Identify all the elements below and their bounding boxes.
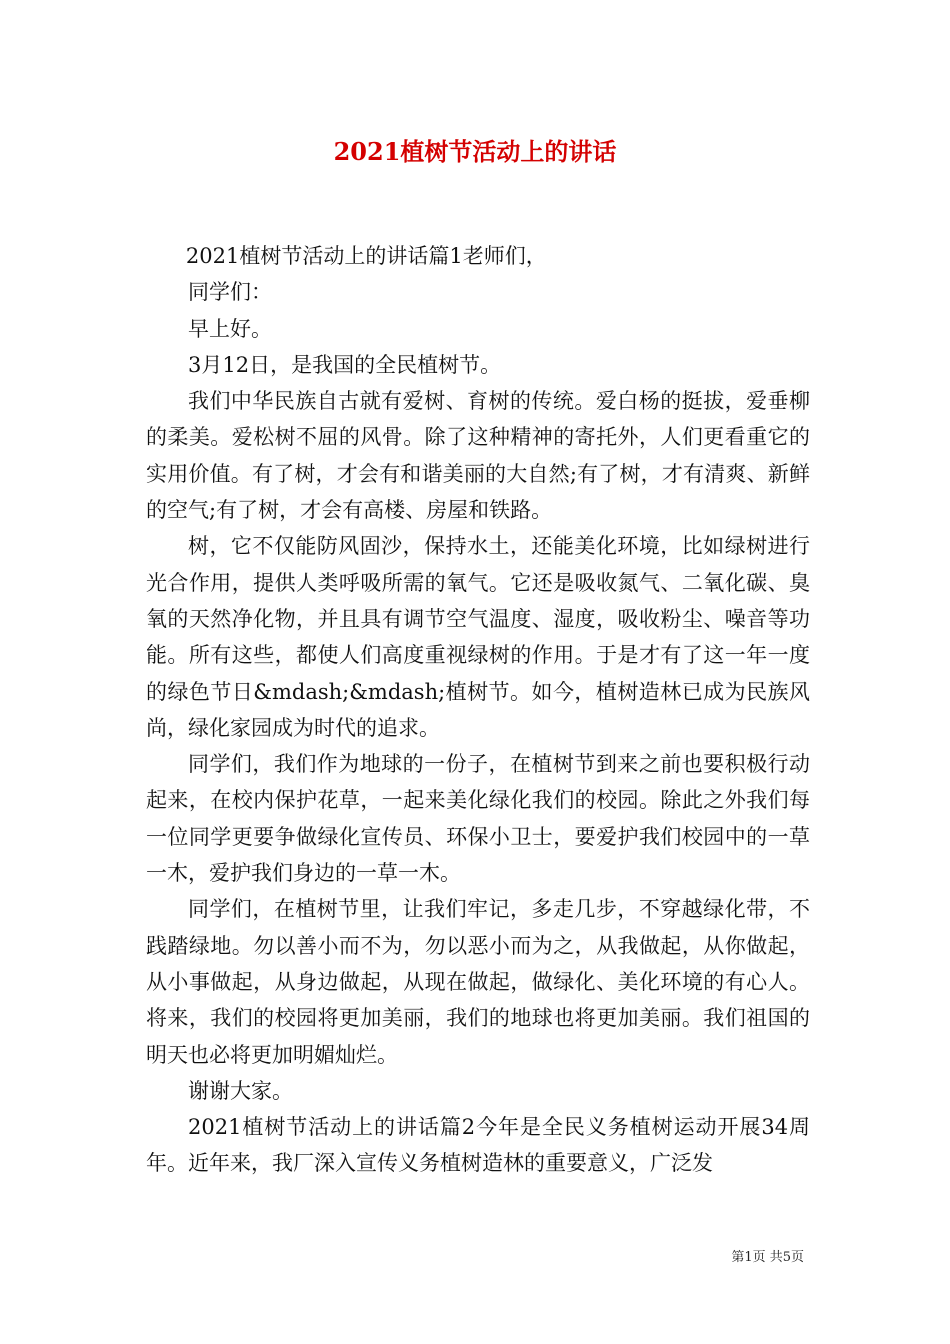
paragraph: 同学们： (188, 280, 272, 305)
page-number-footer: 第1页 共5页 (731, 1250, 804, 1265)
document-title: 2021植树节活动上的讲话 (333, 137, 617, 166)
paragraph: 2021植树节活动上的讲话篇1老师们， (185, 244, 547, 268)
paragraph: 谢谢大家。 (188, 1078, 293, 1103)
paragraph: 我们中华民族自古就有爱树、育树的传统。爱白杨的挺拔，爱垂柳的柔美。爱松树不屈的风骨。除了这种精神的寄托外，人们更看重它的实用价值。有了树，才会有和谐美丽的大自然;有了树，才有清爽、新鲜的空气;有了树，才会有高楼、房屋和铁路。 (146, 389, 810, 523)
paragraph: 同学们，在植树节里，让我们牢记，多走几步，不穿越绿化带，不践踏绿地。勿以善小而不为，勿以恶小而为之，从我做起，从你做起，从小事做起，从身边做起，从现在做起，做绿化、美化环境的有心人。将来，我们的校园将更加美丽，我们的地球也将更加美丽。我们祖国的明天也必将更加明媚灿烂。 (146, 897, 810, 1067)
paragraph: 早上好。 (188, 316, 272, 341)
paragraph: 同学们，我们作为地球的一份子，在植树节到来之前也要积极行动起来，在校内保护花草，一起来美化绿化我们的校园。除此之外我们每一位同学更要争做绿化宣传员、环保小卫士，要爱护我们校园中的一草一木，爱护我们身边的一草一木。 (146, 752, 810, 886)
paragraph: 3月12日，是我国的全民植树节。 (188, 352, 502, 377)
paragraph: 树，它不仅能防风固沙，保持水土，还能美化环境，比如绿树进行光合作用，提供人类呼吸所需的氧气。它还是吸收氮气、二氧化碳、臭氧的天然净化物，并且具有调节空气温度、湿度，吸收粉尘、噪音等功能。所有这些，都使人们高度重视绿树的作用。于是才有了这一年一度的绿色节日&mdash;&mdash;植树节。如今，植树造林已成为民族风尚，绿化家园成为时代的追求。 (146, 534, 810, 740)
paragraph: 2021植树节活动上的讲话篇2今年是全民义务植树运动开展34周年。近年来，我厂深入宣传义务植树造林的重要意义，广泛发 (146, 1115, 810, 1176)
document-body (146, 238, 810, 1182)
